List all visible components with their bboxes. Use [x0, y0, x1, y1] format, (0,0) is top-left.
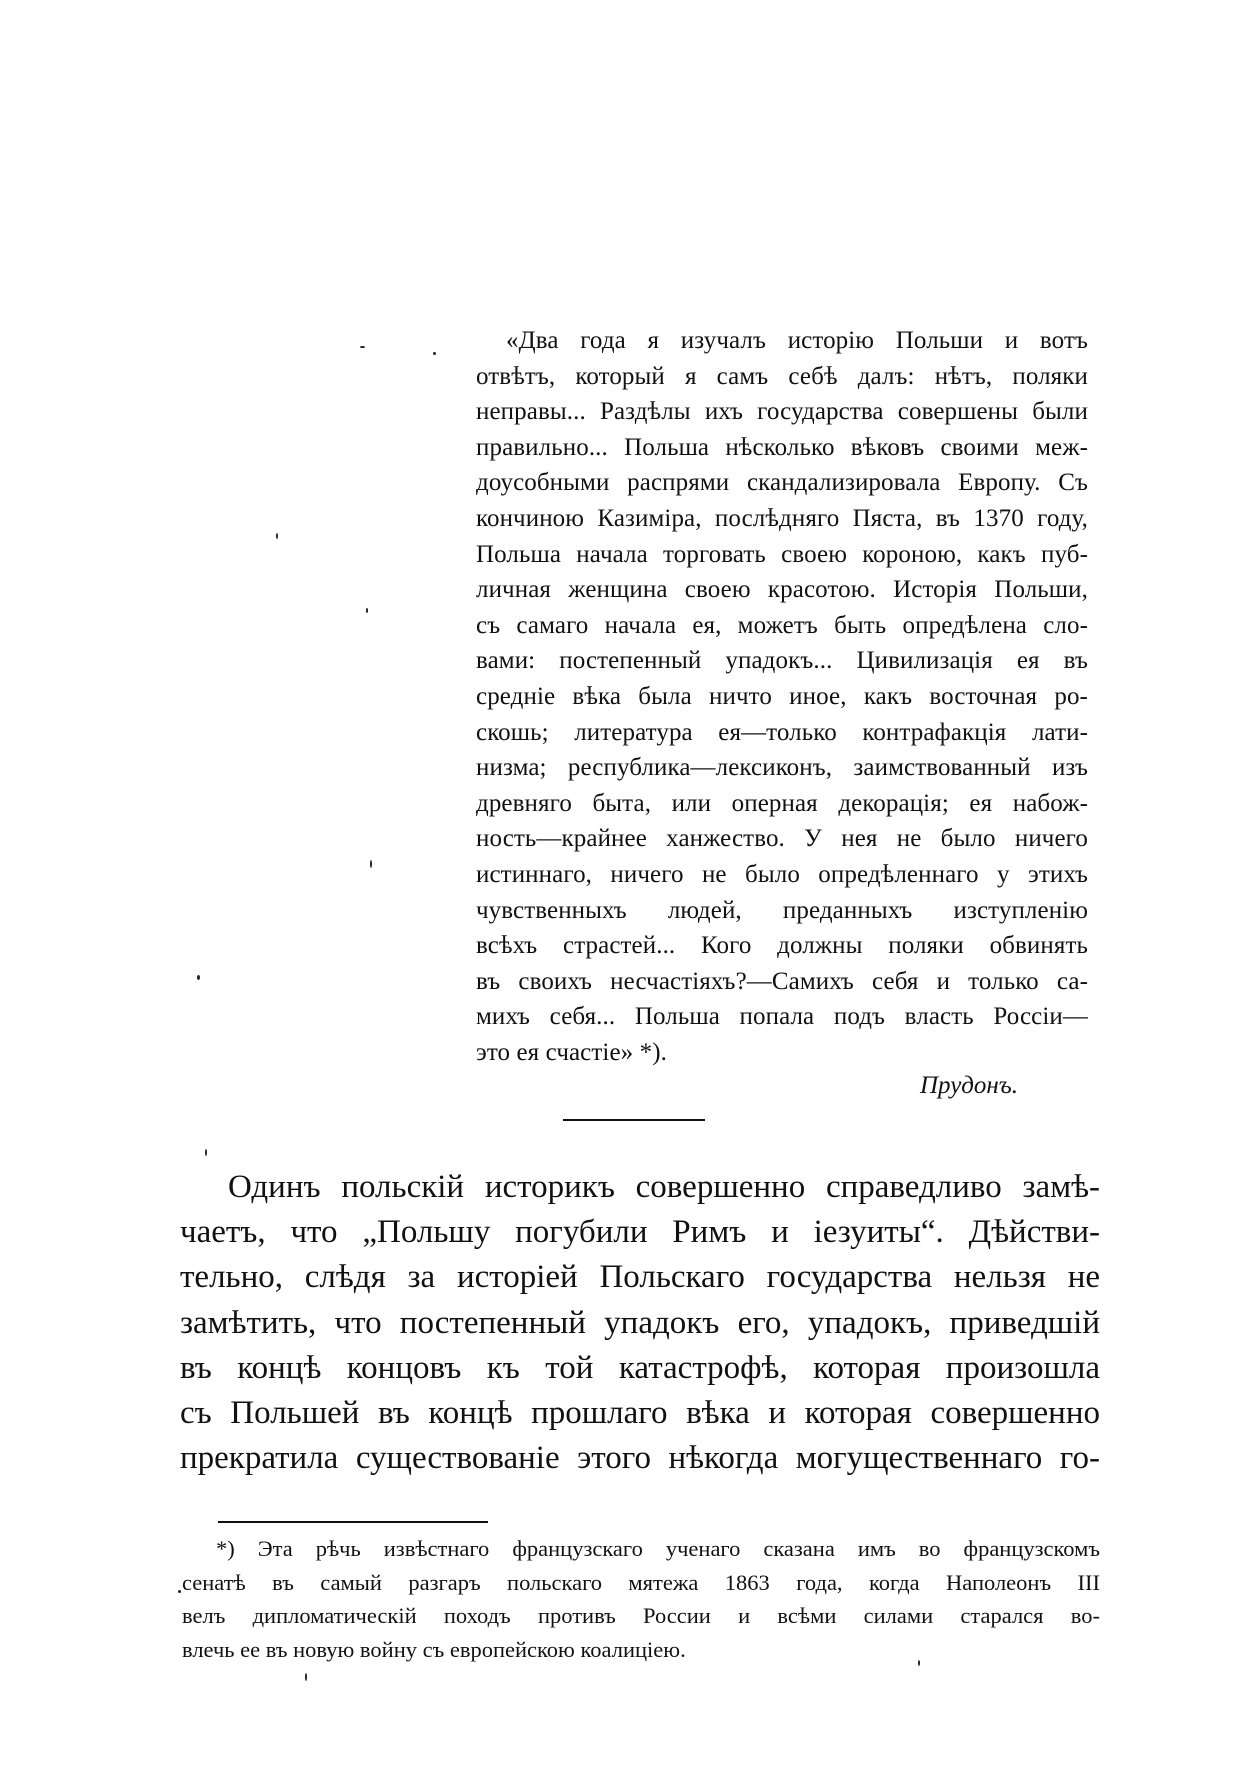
section-divider	[563, 1119, 705, 1121]
scan-speck	[918, 1660, 920, 1666]
epigraph-line: правильно... Польша нѣсколько вѣковъ своими меж-	[476, 433, 1088, 461]
epigraph-line: всѣхъ страстей... Кого должны поляки обвинять	[476, 932, 1088, 960]
epigraph-line: Польша начала торговать своею короною, какъ пуб-	[476, 540, 1088, 568]
epigraph-line: вами: постепенный упадокъ... Цивилизація ея въ	[476, 647, 1088, 675]
epigraph-quote	[476, 323, 1088, 1070]
epigraph-line: низма; республика—лексиконъ, заимствованный изъ	[476, 754, 1088, 782]
footnote-line: *) Эта рѣчь извѣстнаго французскаго ученаго сказана имъ во французскомъ	[216, 1536, 1100, 1561]
scan-speck	[433, 352, 436, 355]
main-line: тельно, слѣдя за исторіей Польскаго государства нельзя не	[180, 1259, 1100, 1296]
footnote-line: влечь ее въ новую войну съ европейскою коалиціею.	[182, 1636, 686, 1662]
epigraph-line: михъ себя... Польша попала подъ власть Россіи—	[476, 1003, 1088, 1031]
epigraph-line: «Два года я изучалъ исторію Польши и вотъ	[506, 327, 1088, 354]
scan-speck	[305, 1673, 307, 1681]
epigraph-line: доусобными распрями скандализировала Европу. Съ	[476, 469, 1088, 497]
epigraph-line: съ самаго начала ея, можетъ быть опредѣлена сло-	[476, 611, 1088, 639]
main-line: Одинъ польскій историкъ совершенно справедливо замѣ-	[228, 1169, 1100, 1205]
epigraph-attribution: Прудонъ.	[920, 1072, 1019, 1099]
footnote-line: сенатѣ въ самый разгаръ польскаго мятежа 1863 года, когда Наполеонъ III	[182, 1569, 1100, 1595]
footnote-divider	[218, 1521, 488, 1523]
epigraph-line: это ея счастіе» *).	[476, 1038, 667, 1066]
scan-speck	[366, 608, 368, 613]
main-paragraph	[180, 1165, 1100, 1481]
main-line: въ концѣ концовъ къ той катастрофѣ, которая произошла	[180, 1349, 1100, 1386]
epigraph-line: средніе вѣка была ничто иное, какъ восточная ро-	[476, 682, 1088, 710]
footnote-line: велъ дипломатическій походъ противъ России и всѣми силами старался во-	[182, 1603, 1100, 1628]
epigraph-line: скошь; литература ея—только контрафакція лати-	[476, 718, 1088, 746]
scan-speck	[360, 346, 365, 348]
epigraph-line: въ своихъ несчастіяхъ?—Самихъ себя и только са-	[476, 967, 1088, 995]
main-line: прекратила существованіе этого нѣкогда могущественнаго го-	[180, 1440, 1100, 1477]
main-line: чаетъ, что „Польшу погубили Римъ и іезуиты“. Дѣйстви-	[180, 1214, 1100, 1251]
epigraph-line: чувственныхъ людей, преданныхъ изступленію	[476, 896, 1088, 924]
scan-speck	[205, 1149, 207, 1156]
epigraph-line: истиннаго, ничего не было опредѣленнаго у этихъ	[476, 860, 1088, 888]
scan-speck	[197, 975, 200, 980]
epigraph-line: кончиною Казиміра, послѣдняго Пяста, въ 1370 году,	[476, 504, 1088, 532]
epigraph-line: личная женщина своею красотою. Исторія Польши,	[476, 576, 1088, 604]
main-line: замѣтить, что постепенный упадокъ его, упадокъ, приведшій	[180, 1304, 1100, 1341]
main-line: съ Польшей въ концѣ прошлаго вѣка и которая совершенно	[180, 1394, 1100, 1431]
epigraph-line: неправы... Раздѣлы ихъ государства совершены были	[476, 398, 1088, 426]
scan-speck	[370, 860, 372, 868]
footnote	[182, 1532, 1100, 1666]
epigraph-line: отвѣтъ, который я самъ себѣ далъ: нѣтъ, поляки	[476, 362, 1088, 390]
epigraph-line: ность—крайнее ханжество. У нея не было ничего	[476, 825, 1088, 853]
scan-speck	[276, 533, 278, 539]
epigraph-line: древняго быта, или оперная декорація; ея набож-	[476, 789, 1088, 817]
scan-speck	[178, 1590, 181, 1593]
